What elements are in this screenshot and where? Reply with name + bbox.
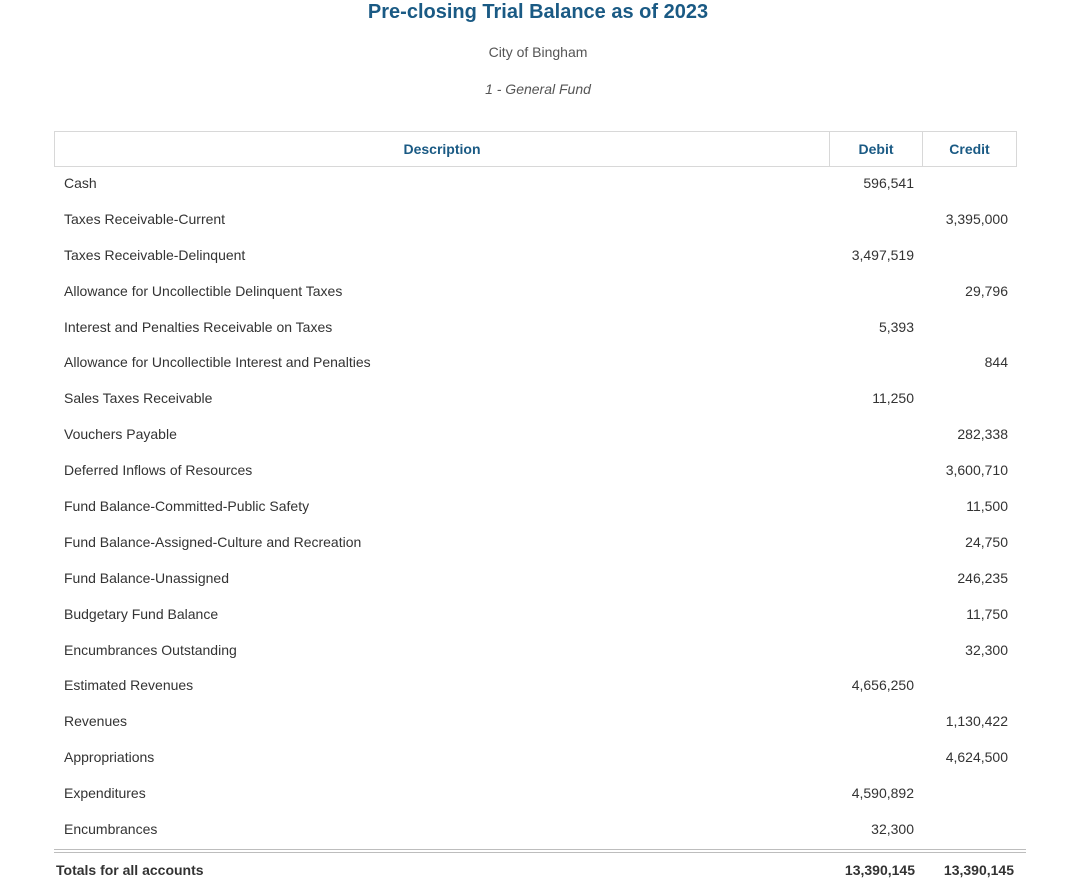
table-row [54, 597, 1017, 633]
table-row [54, 345, 1017, 381]
table-row [54, 417, 1017, 453]
account-credit: 29,796 [965, 282, 1008, 299]
account-credit: 11,750 [966, 605, 1008, 622]
table-row [54, 166, 1017, 202]
account-credit: 1,130,422 [945, 713, 1008, 730]
totals-label: Totals for all accounts [56, 862, 204, 878]
account-debit: 5,393 [878, 318, 914, 335]
account-rows [54, 166, 1017, 848]
account-credit: 24,750 [965, 533, 1008, 550]
table-row [54, 381, 1017, 417]
account-debit: 32,300 [871, 821, 914, 838]
account-description: Cash [64, 175, 97, 191]
account-debit: 4,590,892 [851, 785, 914, 802]
table-row [54, 274, 1017, 310]
table-row [54, 704, 1017, 740]
account-credit: 282,338 [957, 426, 1008, 443]
column-header-credit[interactable]: Credit [922, 131, 1017, 167]
account-description: Appropriations [64, 749, 155, 766]
account-description: Expenditures [64, 785, 146, 802]
column-header-description[interactable]: Description [54, 131, 830, 167]
account-description: Allowance for Uncollectible Interest and Penalties [64, 354, 371, 371]
report-title: Pre-closing Trial Balance as of 2023 [367, 1, 709, 23]
account-credit: 11,500 [966, 498, 1008, 515]
table-row [54, 238, 1017, 274]
table-row [54, 561, 1017, 597]
totals-row [54, 858, 1026, 884]
table-row [54, 776, 1017, 812]
table-row [54, 453, 1017, 489]
account-description: Vouchers Payable [64, 426, 177, 443]
account-debit: 3,497,519 [851, 246, 914, 263]
account-debit: 11,250 [872, 390, 914, 407]
account-description: Fund Balance-Unassigned [64, 569, 229, 586]
table-header [54, 131, 1017, 167]
table-row [54, 668, 1017, 704]
table-row [54, 633, 1017, 669]
account-description: Encumbrances Outstanding [64, 641, 237, 658]
totals-divider [54, 852, 1026, 853]
account-credit: 246,235 [957, 569, 1008, 586]
totals-divider [54, 849, 1026, 850]
account-description: Interest and Penalties Receivable on Taxes [64, 318, 333, 335]
account-debit: 4,656,250 [851, 677, 914, 694]
account-description: Revenues [64, 713, 128, 730]
totals-debit: 13,390,145 [844, 862, 915, 878]
account-description: Budgetary Fund Balance [64, 605, 219, 622]
entity-name: City of Bingham [488, 44, 588, 60]
account-description: Deferred Inflows of Resources [64, 462, 253, 479]
fund-name: 1 - General Fund [485, 81, 591, 97]
account-description: Taxes Receivable-Current [64, 210, 226, 227]
table-row [54, 525, 1017, 561]
account-debit: 596,541 [863, 175, 914, 191]
account-description: Estimated Revenues [64, 677, 194, 694]
account-credit: 4,624,500 [945, 749, 1008, 766]
account-description: Fund Balance-Committed-Public Safety [64, 498, 310, 515]
table-row [54, 812, 1017, 848]
table-row [54, 310, 1017, 346]
table-row [54, 740, 1017, 776]
table-row [54, 489, 1017, 525]
totals-credit: 13,390,145 [943, 862, 1014, 878]
account-description: Sales Taxes Receivable [64, 390, 213, 407]
table-row [54, 202, 1017, 238]
account-description: Allowance for Uncollectible Delinquent Taxes [64, 282, 343, 299]
column-header-debit[interactable]: Debit [829, 131, 923, 167]
account-description: Fund Balance-Assigned-Culture and Recreation [64, 533, 362, 550]
account-credit: 844 [984, 354, 1008, 371]
account-description: Encumbrances [64, 821, 158, 838]
account-credit: 3,395,000 [945, 210, 1008, 227]
account-credit: 32,300 [965, 641, 1008, 658]
account-description: Taxes Receivable-Delinquent [64, 246, 246, 263]
account-credit: 3,600,710 [945, 462, 1008, 479]
